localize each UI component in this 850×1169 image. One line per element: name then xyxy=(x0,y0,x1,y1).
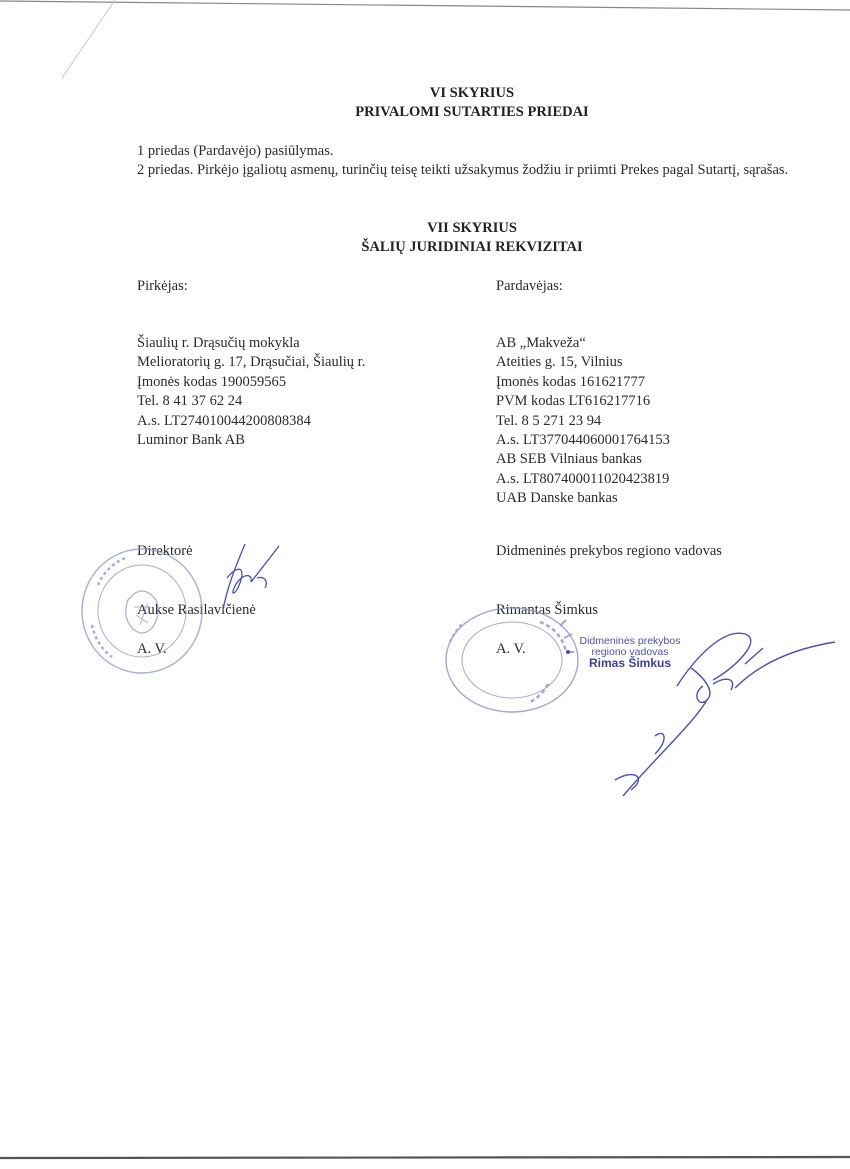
section-6-number: VI SKYRIUS xyxy=(429,85,515,101)
buyer-line: Luminor Bank AB xyxy=(137,432,245,449)
seller-stamp-line: regiono vadovas xyxy=(591,646,669,658)
seller-details xyxy=(496,334,826,509)
buyer-line: A.s. LT274010044200808384 xyxy=(137,412,311,429)
seller-line: A.s. LT377044060001764153 xyxy=(496,432,670,449)
section-7-number: VII SKYRIUS xyxy=(427,220,517,236)
buyer-line: Įmonės kodas 190059565 xyxy=(137,373,287,390)
seller-label: Pardavėjas: xyxy=(496,278,563,294)
buyer-label: Pirkėjas: xyxy=(137,278,188,294)
buyer-position: Direktorė xyxy=(137,543,193,559)
scan-edge-top xyxy=(0,0,850,12)
seller-line: AB „Makveža“ xyxy=(496,335,586,351)
buyer-line: Melioratorių g. 17, Drąsučiai, Šiaulių r. xyxy=(137,354,366,371)
scan-edge-bottom xyxy=(0,1150,850,1169)
buyer-name: Aukse Rasilavičienė xyxy=(137,602,256,618)
buyer-stamp-image xyxy=(78,545,206,677)
seller-line: PVM kodas LT616217716 xyxy=(496,393,651,410)
section-6-title: PRIVALOMI SUTARTIES PRIEDAI xyxy=(355,104,589,120)
seller-stamp-line: Didmeninės prekybos xyxy=(579,635,681,647)
seller-position: Didmeninės prekybos regiono vadovas xyxy=(496,543,722,559)
seller-line: Ateities g. 15, Vilnius xyxy=(496,354,623,371)
seller-stamp-image xyxy=(440,602,580,714)
buyer-details xyxy=(137,334,467,450)
seller-name: Rimantas Šimkus xyxy=(496,602,598,618)
seller-line: UAB Danske bankas xyxy=(496,490,618,507)
buyer-av: A. V. xyxy=(137,641,167,657)
seller-line: AB SEB Vilniaus bankas xyxy=(496,451,642,468)
seller-stamp-name: Rimas Šimkus xyxy=(588,656,672,670)
scan-fold-mark xyxy=(60,0,120,80)
buyer-signature-image xyxy=(205,538,285,618)
seller-av: A. V. xyxy=(496,641,526,657)
annex-1: 1 priedas (Pardavėjo) pasiūlymas. xyxy=(137,143,334,159)
buyer-line: Tel. 8 41 37 62 24 xyxy=(137,393,243,410)
buyer-line: Šiaulių r. Drąsučių mokykla xyxy=(137,335,300,351)
seller-line: A.s. LT807400011020423819 xyxy=(496,470,670,487)
seller-line: Įmonės kodas 161621777 xyxy=(496,373,646,390)
seller-signature-image xyxy=(595,628,840,803)
seller-line: Tel. 8 5 271 23 94 xyxy=(496,412,602,429)
annex-2: 2 priedas. Pirkėjo įgaliotų asmenų, turinčių teisę teikti užsakymus žodžiu ir priimti Prekes pagal Sutartį, sąrašas. xyxy=(137,162,789,178)
section-7-title: ŠALIŲ JURIDINIAI REKVIZITAI xyxy=(361,239,583,255)
